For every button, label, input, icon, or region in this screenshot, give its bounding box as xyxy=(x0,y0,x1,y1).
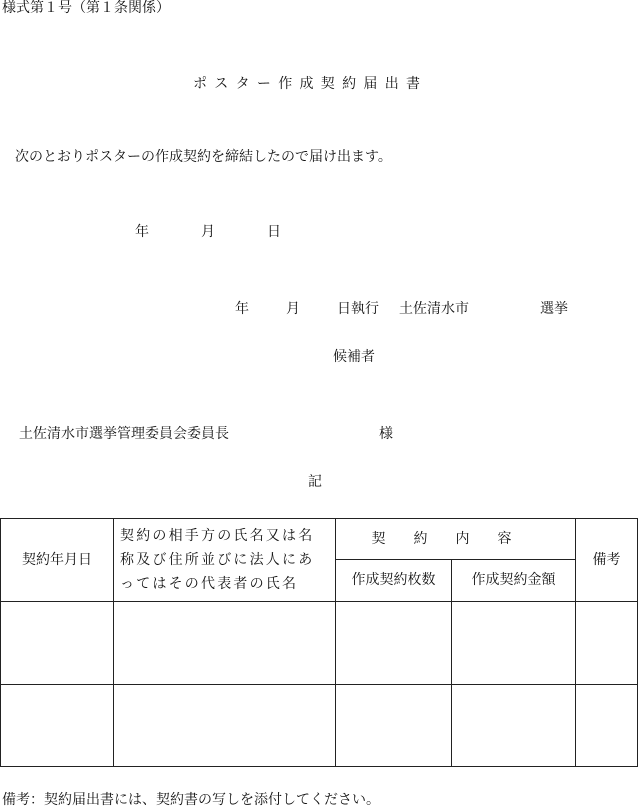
header-contract-content: 契約内容 xyxy=(336,519,576,560)
cell-remarks xyxy=(576,602,638,685)
date-year-label: 年 xyxy=(135,224,149,240)
footnote-remarks: 備考：契約届出書には、契約書の写しを添付してください。 xyxy=(2,792,380,808)
cell-copies xyxy=(336,602,452,685)
document-title: ポスター作成契約届出書 xyxy=(193,76,428,92)
date-month-label: 月 xyxy=(201,224,215,240)
form-number: 様式第１号（第１条関係） xyxy=(2,0,170,16)
cell-date xyxy=(1,685,114,767)
election-type-label: 選挙 xyxy=(540,301,568,317)
header-contract-date: 契約年月日 xyxy=(1,519,114,602)
candidate-label: 候補者 xyxy=(333,349,375,365)
addressee-name: 土佐清水市選挙管理委員会委員長 xyxy=(19,426,229,442)
table-row xyxy=(1,602,638,685)
election-line xyxy=(235,302,568,316)
submission-date-line xyxy=(135,225,281,239)
addressee-honorific: 様 xyxy=(379,426,393,442)
header-amount: 作成契約金額 xyxy=(452,560,576,602)
cell-amount xyxy=(452,685,576,767)
contract-table xyxy=(0,518,638,767)
header-party-line: 契約の相手方の氏名又は名 xyxy=(120,527,315,544)
header-party-line: 称及び住所並びに法人にあ xyxy=(120,551,315,568)
addressee-line xyxy=(19,427,393,441)
header-remarks: 備考 xyxy=(576,519,638,602)
election-month-label: 月 xyxy=(286,301,300,317)
cell-amount xyxy=(452,602,576,685)
cell-date xyxy=(1,602,114,685)
cell-copies xyxy=(336,685,452,767)
cell-party xyxy=(114,602,336,685)
table-row xyxy=(1,685,638,767)
header-party-line: ってはその代表者の氏名 xyxy=(120,576,299,593)
cell-remarks xyxy=(576,685,638,767)
date-day-label: 日 xyxy=(267,224,281,240)
intro-text: 次のとおりポスターの作成契約を締結したので届け出ます。 xyxy=(15,149,392,165)
ki-label: 記 xyxy=(308,474,322,490)
election-day-executed-label: 日執行 xyxy=(337,301,379,317)
election-year-label: 年 xyxy=(235,301,249,317)
header-copies: 作成契約枚数 xyxy=(336,560,452,602)
table-header-row xyxy=(1,519,638,560)
header-contract-party xyxy=(114,519,336,602)
cell-party xyxy=(114,685,336,767)
election-city-label: 土佐清水市 xyxy=(399,301,469,317)
